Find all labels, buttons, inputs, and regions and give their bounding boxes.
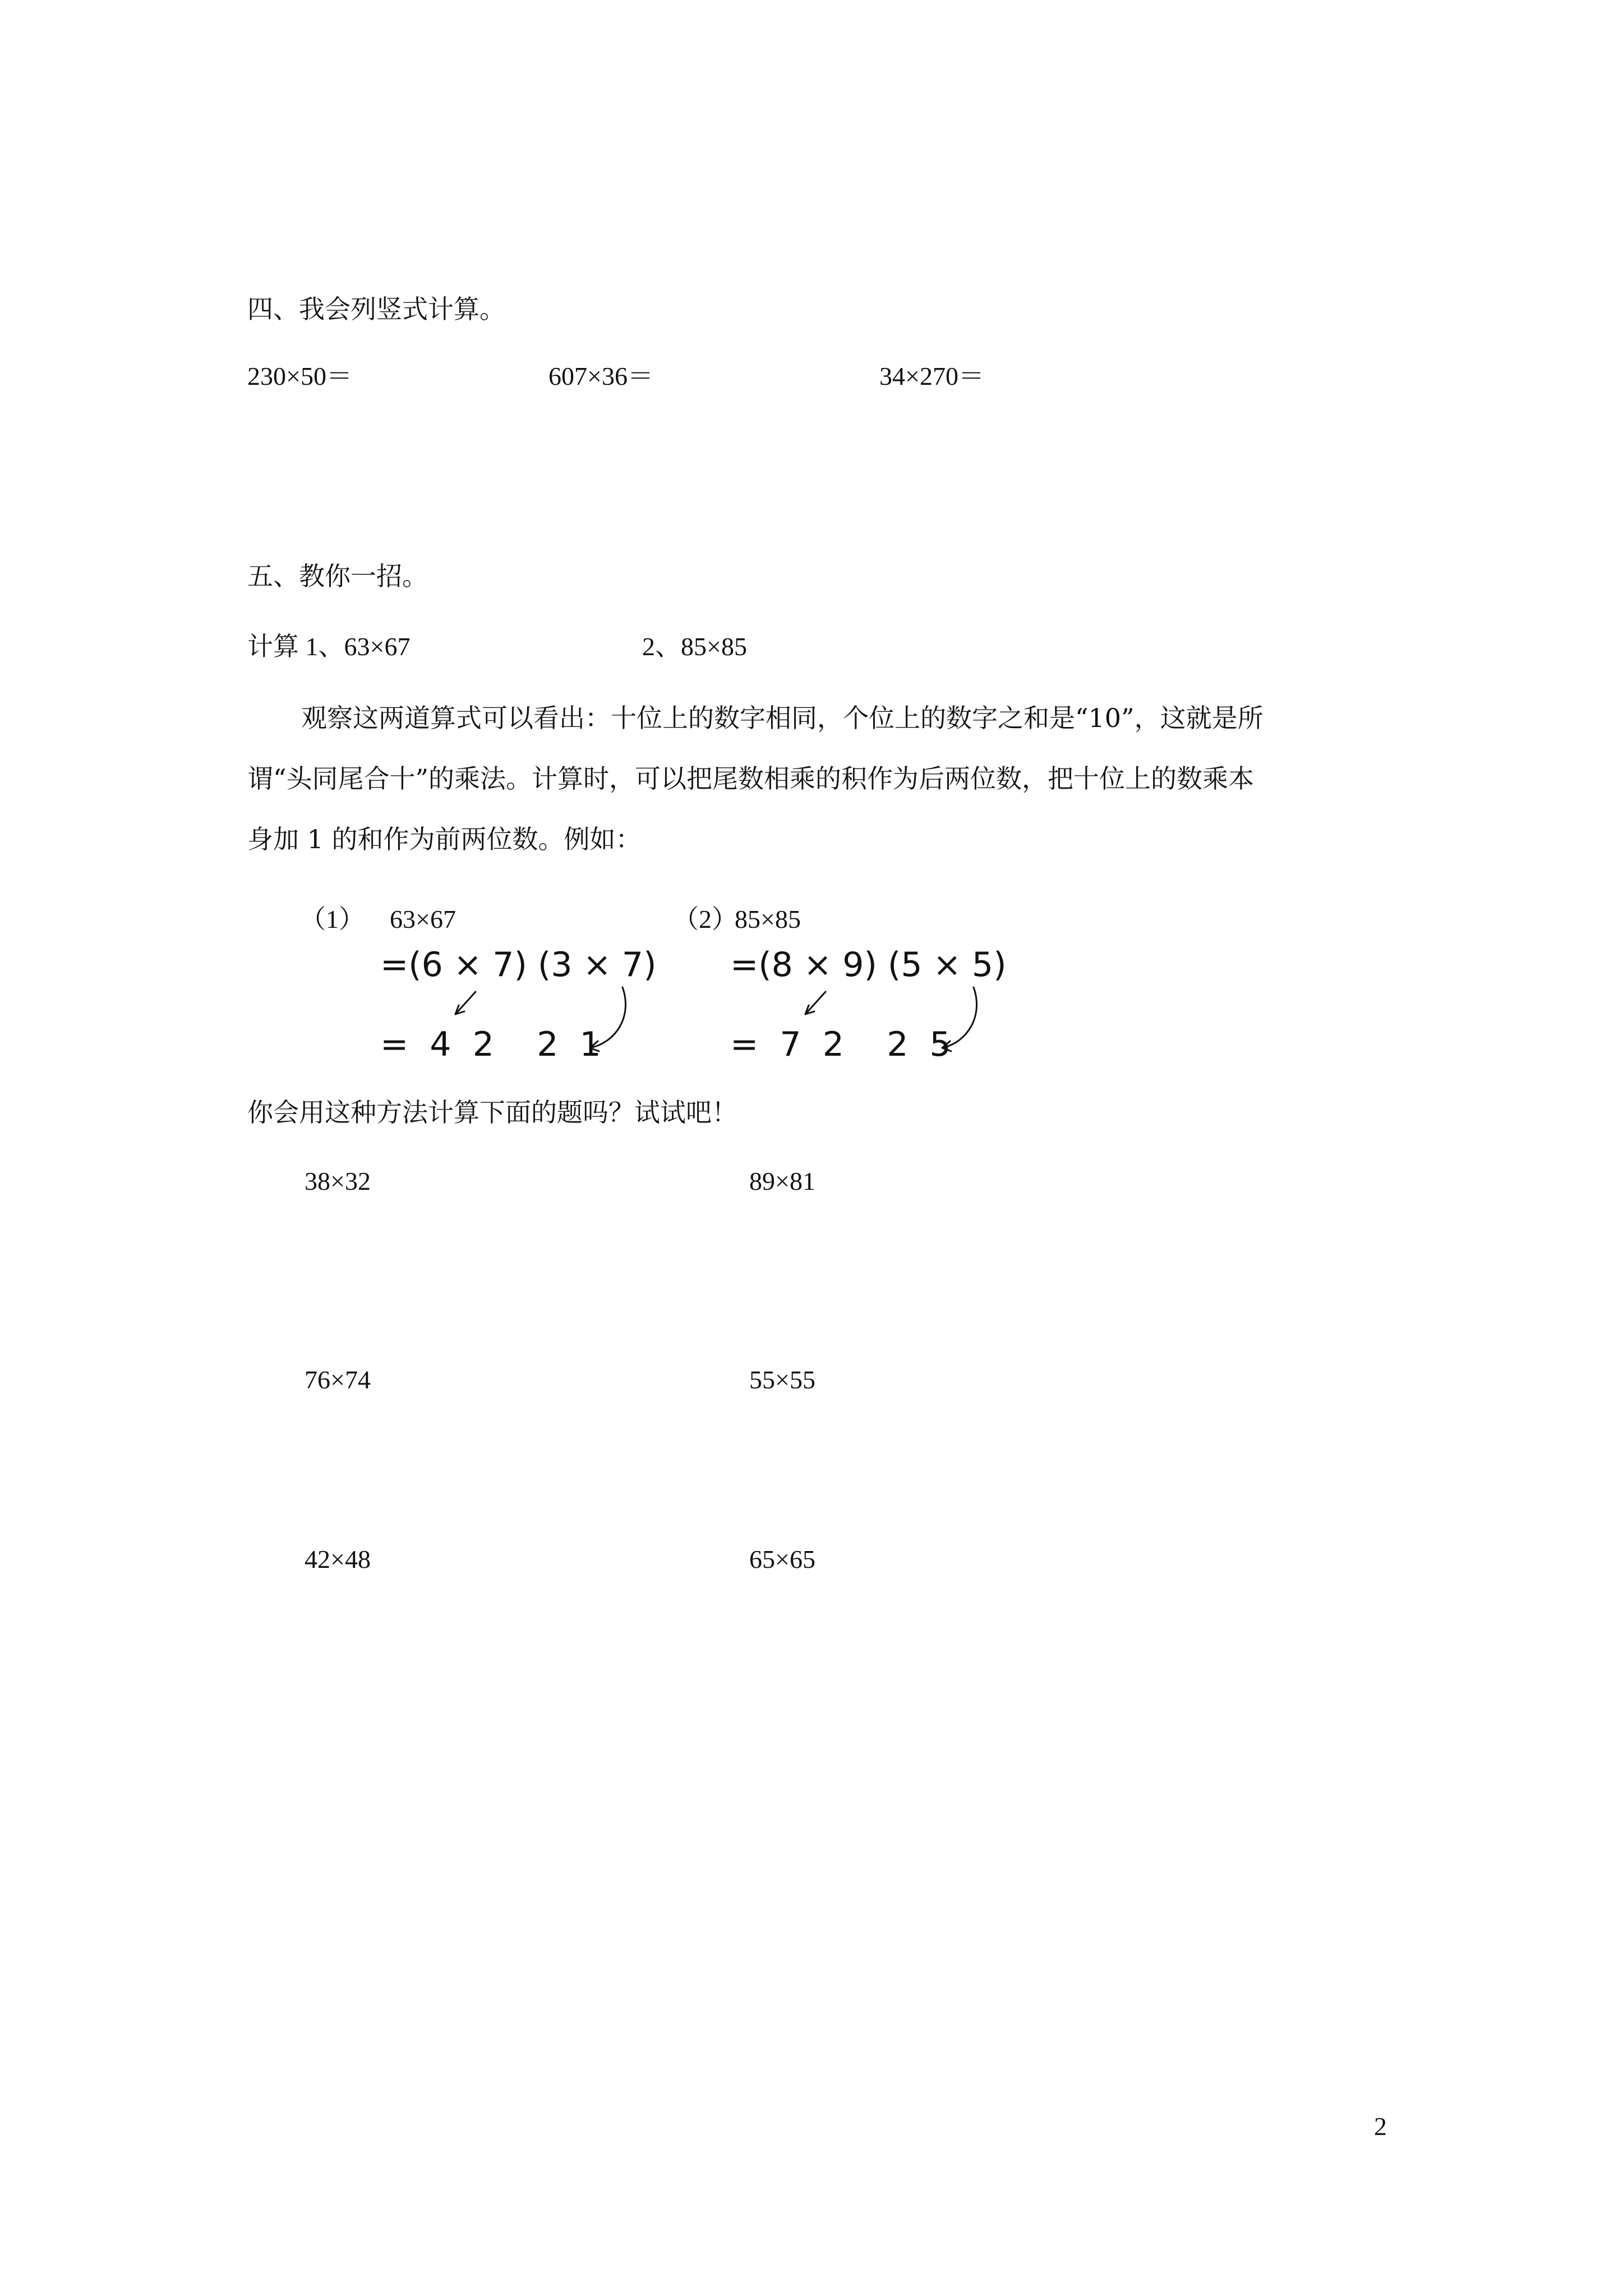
problem-1: 230×50＝ <box>247 362 352 390</box>
arrow-icon <box>805 992 826 1014</box>
problem-3: 34×270＝ <box>879 362 984 390</box>
calc-label: 计算 1、63×67 <box>247 632 411 661</box>
section4-title: 四、我会列竖式计算。 <box>247 294 505 324</box>
example1-label: （1） <box>300 905 365 933</box>
paragraph-line: 身加 1 的和作为前两位数。例如： <box>247 824 642 854</box>
exercise-item: 65×65 <box>749 1545 815 1573</box>
example2-result: = 7 2 2 5 <box>730 1025 951 1064</box>
example1-expr: 63×67 <box>390 905 456 933</box>
example2-step: =(8 × 9) (5 × 5) <box>730 945 1007 984</box>
exercise-item: 76×74 <box>305 1365 371 1394</box>
example1-result: = 4 2 2 1 <box>380 1025 601 1064</box>
page-number: 2 <box>1374 2112 1387 2141</box>
exercise-item: 89×81 <box>749 1167 815 1195</box>
example2-expr: 85×85 <box>735 905 801 933</box>
example2-label: （2） <box>673 905 737 933</box>
practice-prompt: 你会用这种方法计算下面的题吗？试试吧！ <box>247 1097 737 1128</box>
paragraph-line: 观察这两道算式可以看出：十位上的数字相同，个位上的数字之和是“10”，这就是所 <box>301 703 1264 733</box>
section5-title: 五、教你一招。 <box>247 561 428 591</box>
arrow-icon <box>942 987 977 1048</box>
calc-item-2: 2、85×85 <box>642 632 747 661</box>
exercise-item: 38×32 <box>305 1167 371 1195</box>
arrow-icon <box>455 992 476 1014</box>
paragraph-line: 谓“头同尾合十”的乘法。计算时，可以把尾数相乘的积作为后两位数，把十位上的数乘本 <box>247 763 1255 794</box>
example1-step: =(6 × 7) (3 × 7) <box>380 945 657 984</box>
problem-2: 607×36＝ <box>548 362 653 390</box>
arrow-icon <box>590 987 625 1048</box>
exercise-item: 42×48 <box>305 1545 371 1573</box>
exercise-item: 55×55 <box>749 1365 815 1394</box>
